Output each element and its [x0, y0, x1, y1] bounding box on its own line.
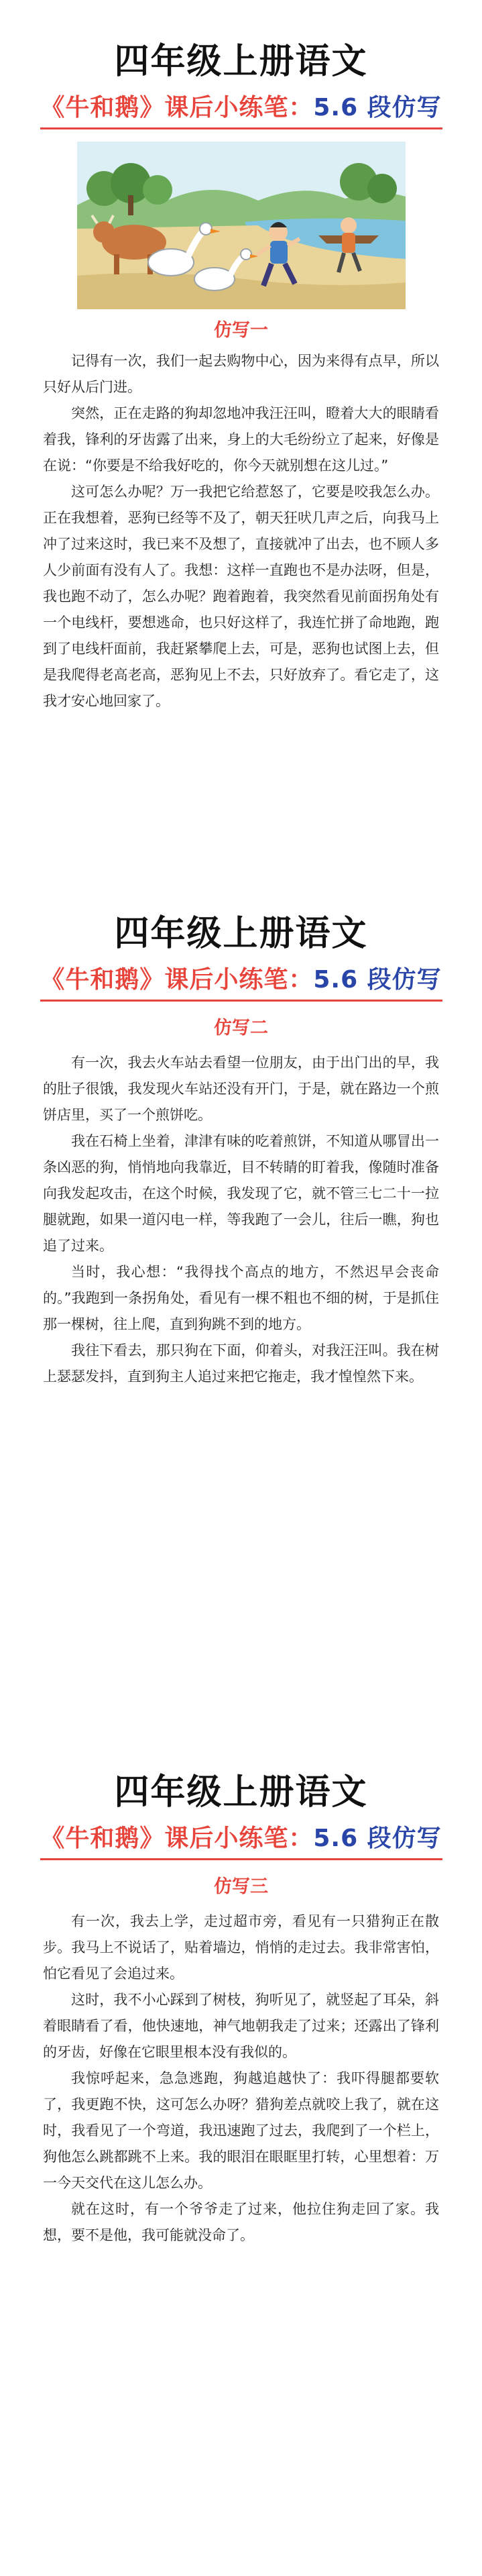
subtitle-blue: 5.6 段仿写 — [313, 1825, 442, 1852]
subtitle-underline — [40, 127, 442, 129]
section-label: 仿写一 — [214, 320, 268, 341]
subtitle — [0, 1823, 482, 1854]
body-text — [0, 1909, 482, 2249]
subtitle-red: 《牛和鹅》课后小练笔： — [40, 94, 314, 121]
page-title: 四年级上册语文 — [114, 42, 368, 82]
paragraph: 有一次，我去火车站去看望一位朋友，由于出门出的早，我的肚子很饿，我发现火车站还没有开门，于是，就在路边一个煎饼店里，买了一个煎饼吃。 — [43, 1055, 439, 1123]
subtitle — [0, 965, 482, 996]
section-label: 仿写二 — [214, 1018, 268, 1038]
paragraph: 我惊呼起来，急急逃跑，狗越追越快了：我吓得腿都要软了，我更跑不快，这可怎么办呀？猎狗差点就咬上我了，就在这时，我看见了一个弯道，我迅速跑了过去，我爬到了一个栏上，狗他怎么跳都跳不上来。我的眼泪在眼眶里打转，心里想着：万一今天交代在这儿怎么办。 — [43, 2070, 439, 2191]
cow-goose-chase-illustration — [77, 142, 406, 309]
section-label: 仿写三 — [214, 1876, 268, 1897]
paragraph: 就在这时，有一个爷爷走了过来，他拉住狗走回了家。我想，要不是他，我可能就没命了。 — [43, 2201, 439, 2243]
subtitle-blue: 5.6 段仿写 — [313, 966, 442, 994]
paragraph: 这可怎么办呢？万一我把它给惹怒了，它要是咬我怎么办。正在我想着，恶狗已经等不及了，朝天狂吠几声之后，向我马上冲了过来这时，我已来不及想了，直接就冲了出去，也不顾人多人少前面有没有人了。我想：这样一直跑也不是办法呀，但是，我也跑不动了，怎么办呢？跑着跑着，我突然看见前面拐角处有一个电线杆，要想逃命，也只好这样了，我连忙拼了命地跑，跑到了电线杆面前，我赶紧攀爬上去，可是，恶狗也试图上去，但是我爬得老高老高，恶狗见上不去，只好放弃了。看它走了，这我才安心地回家了。 — [43, 484, 439, 709]
section-1 — [0, 40, 482, 714]
subtitle — [0, 93, 482, 123]
section-3 — [0, 1771, 482, 2249]
paragraph: 当时，我心想：“我得找个高点的地方，不然迟早会丧命的。”我跑到一条拐角处，看见有一棵不粗也不细的树，于是抓住那一棵树，往上爬，直到狗跳不到的地方。 — [43, 1264, 439, 1332]
section-2 — [0, 912, 482, 1390]
body-text — [0, 1050, 482, 1390]
subtitle-red: 《牛和鹅》课后小练笔： — [40, 966, 314, 994]
paragraph: 这时，我不小心踩到了树枝，狗听见了，就竖起了耳朵，斜着眼睛看了看，他快速地，神气地朝我走了过来；还露出了锋利的牙齿，好像在它眼里根本没有我似的。 — [43, 1992, 439, 2060]
page-title: 四年级上册语文 — [114, 914, 368, 954]
body-text — [0, 348, 482, 714]
paragraph: 我往下看去，那只狗在下面，仰着头，对我汪汪叫。我在树上瑟瑟发抖，直到狗主人追过来把它拖走，我才惶惶然下来。 — [43, 1342, 439, 1385]
paragraph: 我在石椅上坐着，津津有味的吃着煎饼，不知道从哪冒出一条凶恶的狗，悄悄地向我靠近，目不转睛的盯着我，像随时准备向我发起攻击，在这个时候，我发现了它，就不管三七二十一拉腿就跑，如果一道闪电一样，等我跑了一会儿，往后一瞧，狗也追了过来。 — [43, 1133, 439, 1254]
subtitle-underline — [40, 1000, 442, 1002]
page-title: 四年级上册语文 — [114, 1772, 368, 1813]
subtitle-red: 《牛和鹅》课后小练笔： — [40, 1825, 314, 1852]
paragraph: 有一次，我去上学，走过超市旁，看见有一只猎狗正在散步。我马上不说话了，贴着墙边，悄悄的走过去。我非常害怕，怕它看见了会追过来。 — [43, 1913, 439, 1982]
subtitle-blue: 5.6 段仿写 — [313, 94, 442, 121]
subtitle-underline — [40, 1858, 442, 1860]
paragraph: 记得有一次，我们一起去购物中心，因为来得有点早，所以只好从后门进。 — [43, 353, 439, 395]
paragraph: 突然，正在走路的狗却忽地冲我汪汪叫，瞪着大大的眼睛看着我，锋利的牙齿露了出来，身上的大毛纷纷立了起来，好像是在说：“你要是不给我好吃的，你今天就别想在这儿过。” — [43, 405, 439, 474]
